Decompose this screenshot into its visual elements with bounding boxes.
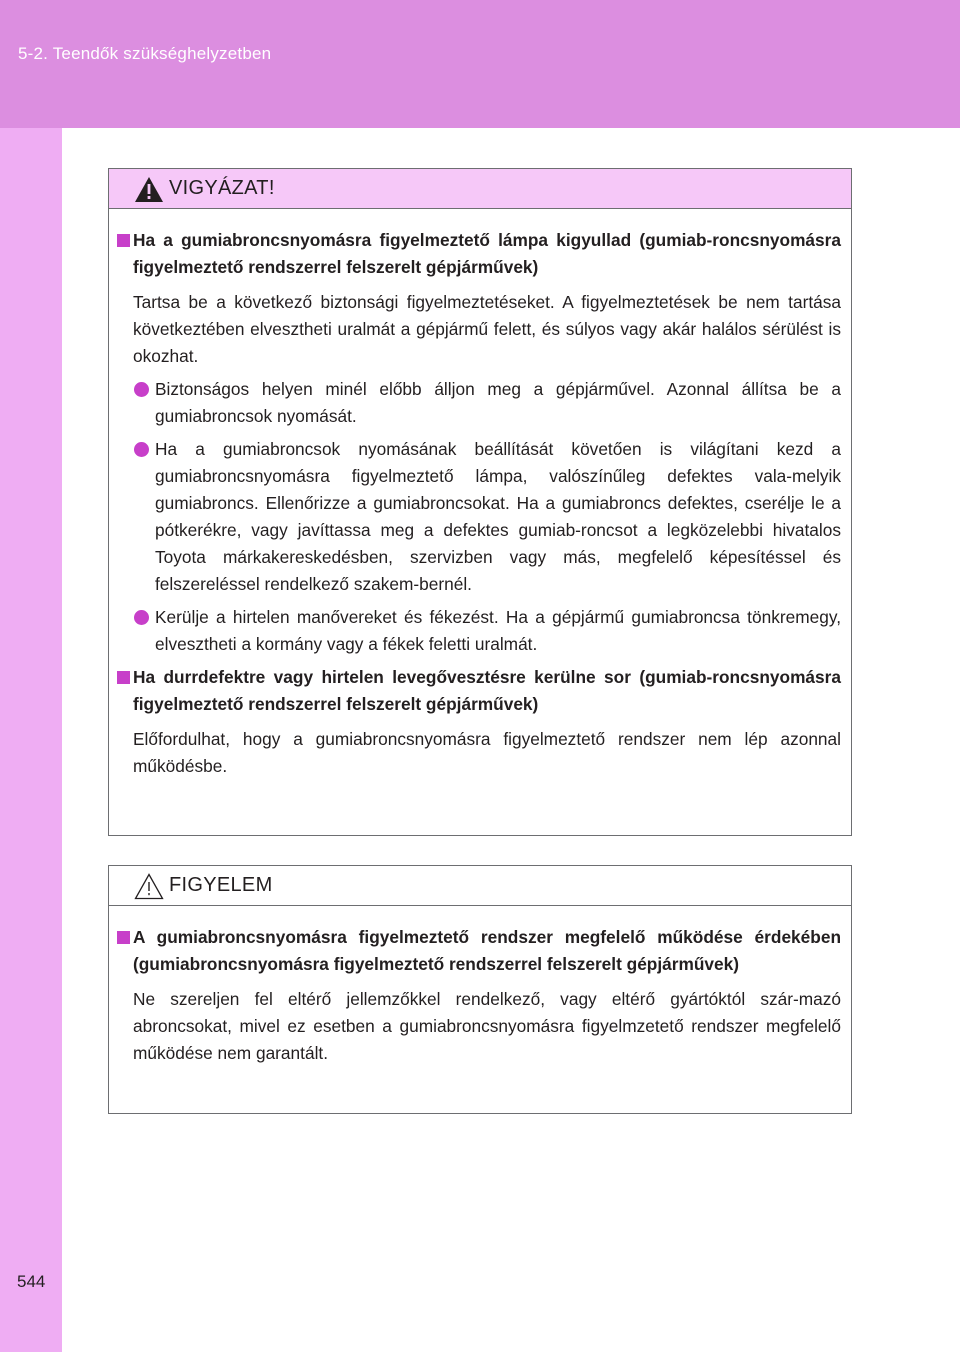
warning-triangle-outline-icon <box>134 873 164 900</box>
circle-bullet-icon <box>134 442 149 457</box>
caution-header <box>109 169 851 209</box>
caution-bullet-2-text: Ha a gumiabroncsok nyomásának beállítását követően is világítani kezd a gumiabroncsnyomásra figyelmeztető lámpa, valószínűleg defektes vala-melyik gumiabroncs. Ellenőrizze a gumiabroncsokat. Ha a gumiabroncs defektes, cserélje le a pótkerékre, vagy javíttassa meg a defektes gumiab-roncsot a legközelebbi hivatalos Toyota márkakereskedésben, szervizben vagy más, megfelelő képesítéssel és felszereléssel rendelkező szakem-bernél. <box>155 439 841 594</box>
notice-paragraph-1: Ne szereljen fel eltérő jellemzőkkel rendelkező, vagy eltérő gyártóktól szár-mazó abroncsokat, mivel ez esetben a gumiabroncsnyomásra figyelmzetető rendszer megfelelő működése nem garantált. <box>133 989 841 1063</box>
circle-bullet-icon <box>134 382 149 397</box>
caution-bullet-1-text: Biztonságos helyen minél előbb álljon meg a gépjárművel. Azonnal állítsa be a gumiabroncsok nyomását. <box>155 379 841 426</box>
page-number: 544 <box>17 1272 46 1291</box>
square-marker-icon <box>117 234 130 247</box>
square-marker-icon <box>117 671 130 684</box>
notice-title: FIGYELEM <box>169 874 273 896</box>
caution-heading-2-text: Ha durrdefektre vagy hirtelen levegővesztésre kerülne sor (gumiab-roncsnyomásra figyelmeztető rendszerrel felszerelt gépjárművek) <box>133 667 841 714</box>
square-marker-icon <box>117 931 130 944</box>
caution-bullet-3 <box>109 604 841 658</box>
caution-title: VIGYÁZAT! <box>169 177 275 199</box>
warning-triangle-filled-icon <box>134 176 164 203</box>
caution-paragraph-2: Előfordulhat, hogy a gumiabroncsnyomásra figyelmeztető rendszer nem lép azonnal működésbe. <box>133 729 841 776</box>
caution-bullet-2 <box>109 436 841 598</box>
caution-bullet-1 <box>109 376 841 430</box>
caution-heading-2 <box>109 664 841 718</box>
header-band <box>0 0 960 128</box>
caution-body <box>109 209 851 780</box>
notice-header <box>109 866 851 906</box>
caution-heading-1-text: Ha a gumiabroncsnyomásra figyelmeztető lámpa kigyullad (gumiab-roncsnyomásra figyelmeztető rendszerrel felszerelt gépjárművek) <box>133 230 841 277</box>
caution-box <box>108 168 852 836</box>
notice-heading-1 <box>109 924 841 978</box>
side-strip <box>0 0 62 1352</box>
notice-box <box>108 865 852 1114</box>
notice-heading-1-text: A gumiabroncsnyomásra figyelmeztető rendszer megfelelő működése érdekében (gumiabroncsnyomásra figyelmeztető rendszerrel felszerelt gépjárművek) <box>133 927 841 974</box>
circle-bullet-icon <box>134 610 149 625</box>
caution-bullet-3-text: Kerülje a hirtelen manővereket és fékezést. Ha a gépjármű gumiabroncsa tönkremegy, elvesztheti a kormány vagy a fékek feletti uralmát. <box>155 607 841 654</box>
caution-heading-1 <box>109 227 841 281</box>
caution-paragraph-1: Tartsa be a következő biztonsági figyelmeztetéseket. A figyelmeztetések be nem tartása következtében elvesztheti uralmát a gépjármű felett, és súlyos vagy akár halálos sérülést is okozhat. <box>133 292 841 366</box>
section-title: 5-2. Teendők szükséghelyzetben <box>18 44 272 63</box>
notice-body <box>109 906 851 1067</box>
